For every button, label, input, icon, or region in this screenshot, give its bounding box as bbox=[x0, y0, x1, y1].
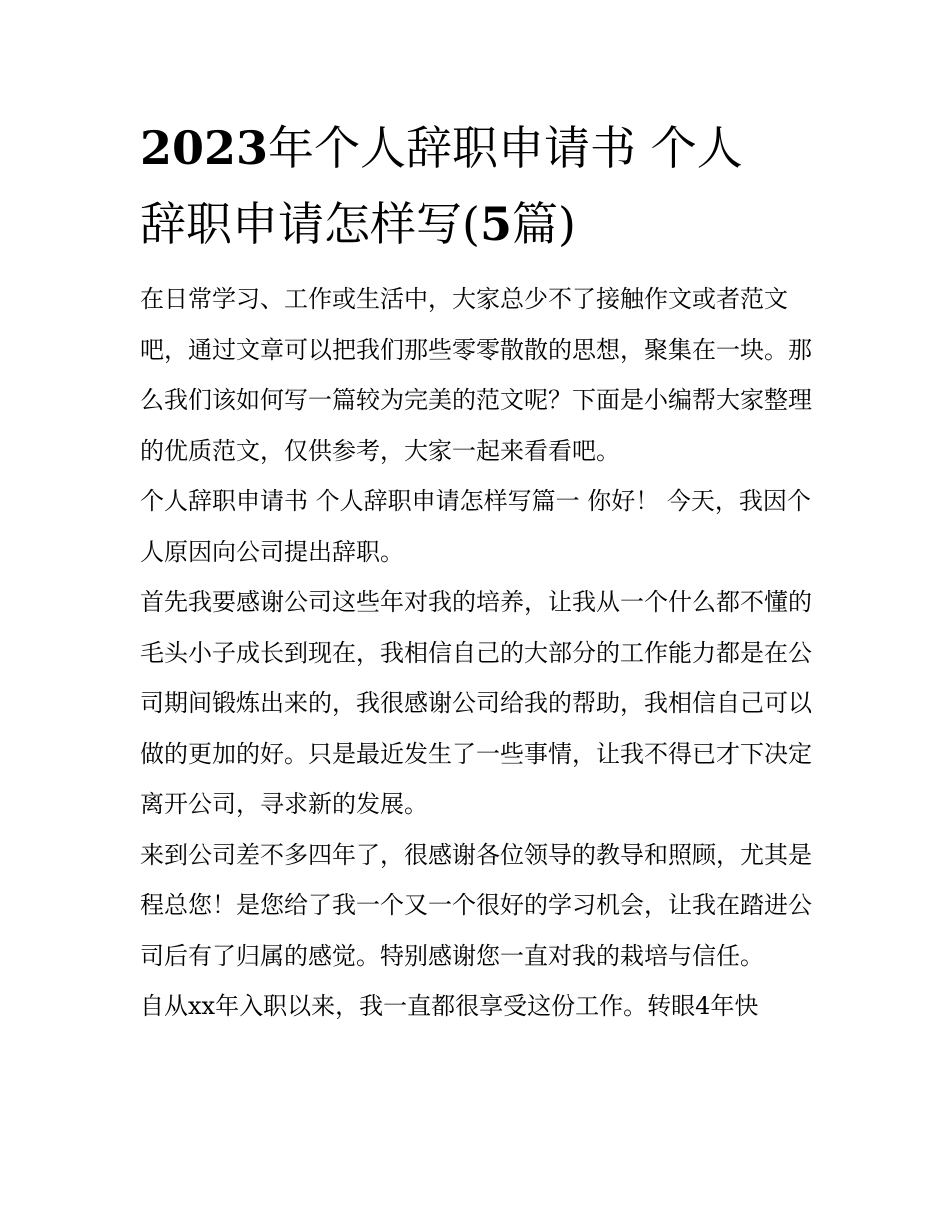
title-count: 5 bbox=[479, 197, 512, 251]
paragraph-since-joining: 自从xx年入职以来，我一直都很享受这份工作。转眼4年快 bbox=[140, 992, 759, 1020]
paragraph-intro: 在日常学习、工作或生活中，大家总少不了接触作文或者范文吧，通过文章可以把我们那些零零散散的思想，聚集在一块。那么我们该如何写一篇较为完美的范文呢？下面是小编帮大家整理的优质范文，仅供参考，大家一起来看看吧。 bbox=[140, 285, 812, 465]
document-title bbox=[140, 110, 812, 262]
title-year: 2023 bbox=[140, 121, 269, 175]
title-line1-text: 年个人辞职申请书 个人 bbox=[268, 121, 743, 175]
paragraph-thanks: 首先我要感谢公司这些年对我的培养，让我从一个什么都不懂的毛头小子成长到现在，我相信自己的大部分的工作能力都是在公司期间锻炼出来的，我很感谢公司给我的帮助，我相信自己可以做的更加的好。只是最近发生了一些事情，让我不得已才下决定离开公司，寻求新的发展。 bbox=[140, 588, 812, 818]
title-line2-text: 辞职申请怎样写( bbox=[140, 197, 480, 251]
title-line2-suffix: 篇) bbox=[511, 197, 576, 251]
paragraph-gratitude: 来到公司差不多四年了，很感谢各位领导的教导和照顾，尤其是程总您！是您给了我一个又一个很好的学习机会，让我在踏进公司后有了归属的感觉。特别感谢您一直对我的栽培与信任。 bbox=[140, 840, 812, 970]
paragraph-greeting: 个人辞职申请书 个人辞职申请怎样写篇一 你好！ 今天，我因个人原因向公司提出辞职。 bbox=[140, 487, 811, 566]
document-page bbox=[140, 110, 812, 1032]
